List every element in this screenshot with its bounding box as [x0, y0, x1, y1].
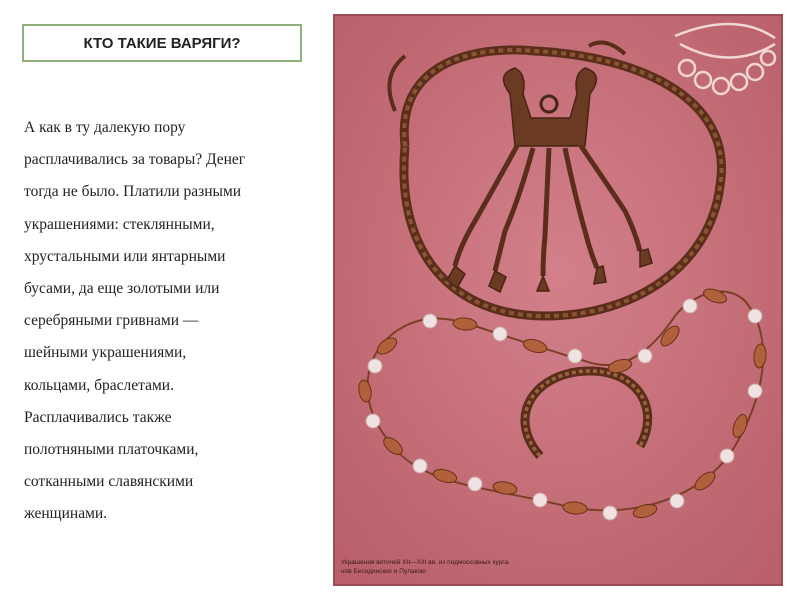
- body-line: А как в ту далекую пору: [24, 119, 186, 136]
- body-line: Расплачивались также: [24, 408, 172, 426]
- body-line: расплачивались за товары? Денег: [24, 151, 246, 169]
- body-line: серебряными гривнами —: [24, 312, 199, 330]
- body-line: шейными украшениями,: [24, 344, 187, 362]
- body-line: хрустальными или янтарными: [24, 247, 226, 265]
- body-line: сотканными славянскими: [24, 473, 194, 491]
- jewelry-photo: [333, 14, 783, 586]
- body-line: женщинами.: [24, 505, 108, 523]
- caption-line: нов Бесединских и Пулакою: [341, 568, 426, 575]
- body-line: тогда не было. Платили разными: [24, 183, 242, 201]
- body-line: полотняными платочками,: [24, 441, 199, 459]
- photo-caption: [341, 558, 611, 576]
- body-line: кольцами, браслетами.: [24, 376, 174, 394]
- jewelry-illustration: [335, 16, 783, 586]
- body-line: бусами, да еще золотыми или: [24, 280, 220, 298]
- caption-line: Украшения вятичей XII—XIII вв. из подмосковных курга-: [341, 559, 511, 566]
- body-line: украшениями: стеклянными,: [24, 215, 215, 233]
- slide-body-text: [24, 112, 314, 531]
- slide-title: КТО ТАКИЕ ВАРЯГИ?: [22, 24, 302, 62]
